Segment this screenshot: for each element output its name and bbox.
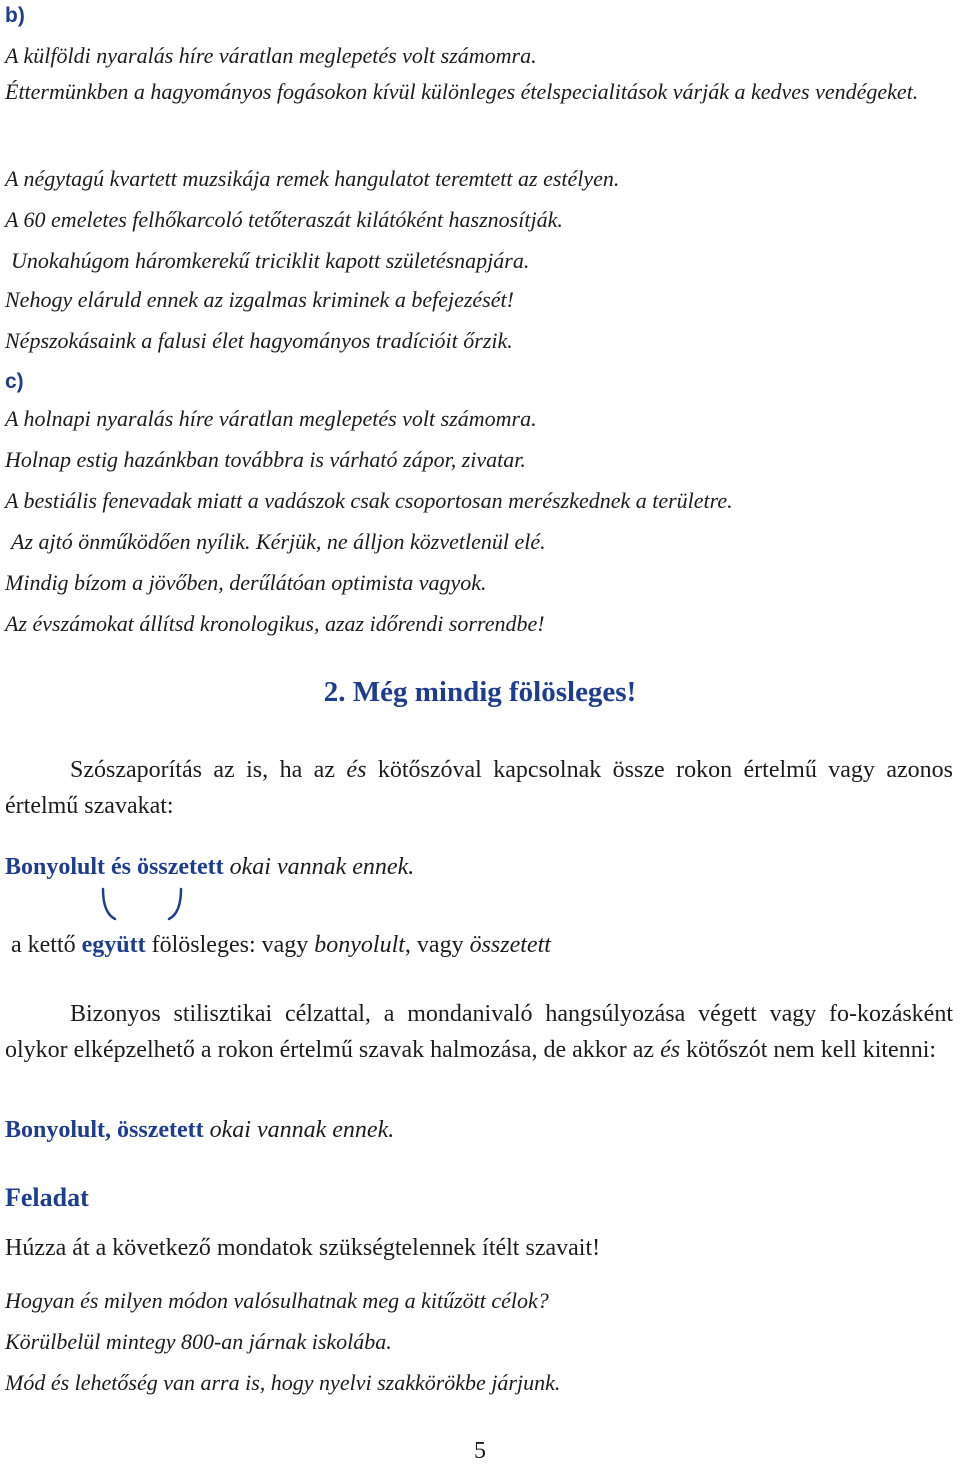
grouping-brackets-icon [95,885,205,925]
example-sentence-1 [5,854,414,881]
example-sentence-2 [5,1117,394,1144]
example-1-highlight: Bonyolult és összetett [5,854,224,880]
section-c-label: c) [5,370,24,393]
explanation-option-1: bonyolult [314,932,405,958]
para2-text-after: kötőszót nem kell kitenni: [680,1037,937,1063]
example-1-rest: okai vannak ennek. [223,854,415,880]
intro-text-before: Szószaporítás az is, ha az [70,757,347,783]
right-bracket [169,889,181,919]
task-instruction: Húzza át a következő mondatok szükségtelennek ítélt szavait! [5,1235,601,1261]
para2-text-before: Bizonyos stilisztikai célzattal, a mondanivaló hangsúlyozása végett vagy fo-kozásként olykor elképzelhető a rokon értelmű szavak halmozása, de akkor az [5,1001,953,1063]
sentence-b-7: Népszokásaink a falusi élet hagyományos tradícióit őrzik. [5,328,513,353]
sentence-b-2: Éttermünkben a hagyományos fogásokon kívül különleges ételspecialitások várják a kedves vendégeket. [5,79,919,104]
sentence-c-6: Az évszámokat állítsd kronologikus, azaz időrendi sorrendbe! [5,611,545,636]
intro-paragraph [5,752,953,824]
intro-text-after: kötőszóval kapcsolnak össze rokon értelmű vagy azonos értelmű szavakat: [5,757,953,819]
sentence-c-4: Az ajtó önműködően nyílik. Kérjük, ne álljon közvetlenül elé. [11,529,546,554]
intro-emphasis: és [346,757,367,783]
sentence-b-3: A négytagú kvartett muzsikája remek hangulatot teremtett az estélyen. [5,166,620,191]
sentence-b-1: A külföldi nyaralás híre váratlan meglepetés volt számomra. [5,43,537,68]
stylistic-paragraph [5,996,953,1068]
task-sentence-3: Mód és lehetőség van arra is, hogy nyelvi szakkörökbe járjunk. [5,1370,561,1395]
left-bracket [103,889,115,919]
explanation-option-2: összetett [469,932,551,958]
sentence-c-1: A holnapi nyaralás híre váratlan meglepetés volt számomra. [5,406,537,431]
sentence-b-5: Unokahúgom háromkerekű triciklit kapott születésnapjára. [11,248,530,273]
example-2-highlight: Bonyolult, összetett [5,1117,204,1143]
section-b-label: b) [5,4,25,27]
sentence-b-6: Nehogy eláruld ennek az izgalmas kriminek a befejezését! [5,287,514,312]
sentence-c-5: Mindig bízom a jövőben, derűlátóan optimista vagyok. [5,570,487,595]
task-title: Feladat [5,1183,89,1212]
section-heading: 2. Még mindig fölösleges! [323,676,637,708]
explanation-part-2: fölösleges: vagy [145,932,315,958]
sentence-b-4: A 60 emeletes felhőkarcoló tetőteraszát kilátóként hasznosítják. [5,207,563,232]
explanation-highlight: együtt [81,932,146,958]
task-sentence-2: Körülbelül mintegy 800-an járnak iskolába. [5,1329,392,1354]
explanation-part-1: a kettő [11,932,82,958]
sentence-c-2: Holnap estig hazánkban továbbra is várható zápor, zivatar. [5,447,526,472]
para2-emphasis: és [660,1037,681,1063]
task-sentence-1: Hogyan és milyen módon valósulhatnak meg a kitűzött célok? [5,1288,549,1313]
page-number: 5 [474,1438,486,1464]
sentence-c-3: A bestiális fenevadak miatt a vadászok csak csoportosan merészkednek a területre. [5,488,733,513]
explanation-part-3: , vagy [404,932,470,958]
explanation-line [11,932,551,959]
example-2-rest: okai vannak ennek. [203,1117,395,1143]
